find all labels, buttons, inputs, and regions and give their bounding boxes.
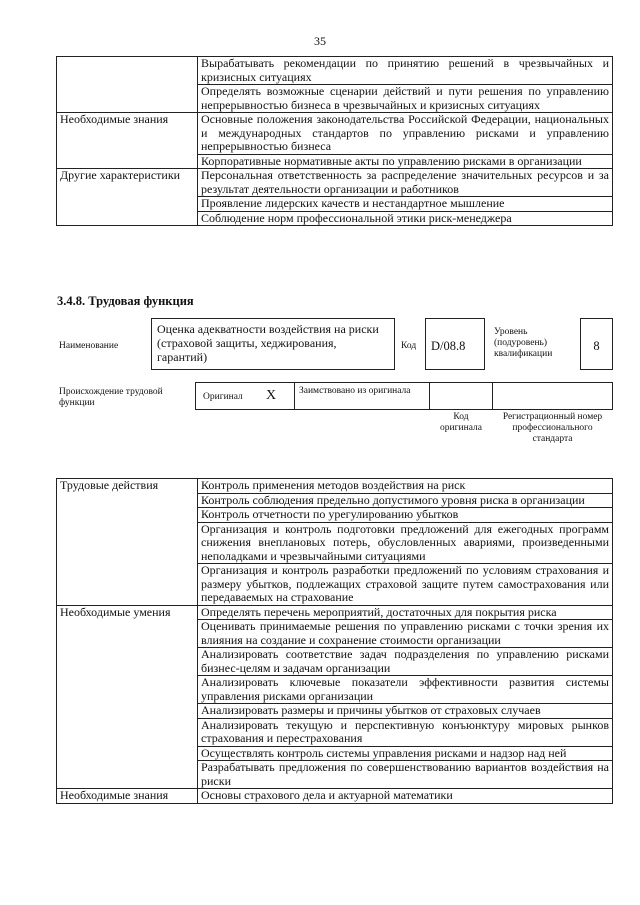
origin-divider [429,382,430,410]
row-text: Контроль отчетности по урегулированию убытков [198,508,613,523]
row-text: Основные положения законодательства Российской Федерации, национальных и международных стандартов по управлению рисками и управлению непрерывностью бизнеса [198,113,613,155]
row-text: Контроль применения методов воздействия на риск [198,479,613,494]
origin-divider [294,382,295,410]
origin-label: Происхождение трудовой функции [59,387,163,408]
table-row [57,479,613,494]
code-label: Код [401,341,417,351]
code-caption: Код оригинала [440,412,482,433]
page-number: 35 [314,34,326,48]
row-label [57,57,198,113]
row-label: Трудовые действия [57,479,198,606]
row-text: Оценивать принимаемые решения по управлению рисками с точки зрения их влияния на создание и сохранение стоимости организации [198,620,613,648]
row-text: Анализировать текущую и перспективную конъюнктуру мировых рынков страхования и перестрахования [198,718,613,746]
main-competency-table [56,478,613,804]
original-mark: X [266,388,277,403]
function-name-box: Оценка адекватности воздействия на риски (страховой защиты, хеджирования, гарантий) [151,318,395,370]
row-text: Анализировать ключевые показатели эффективности развития системы управления рисками организации [198,676,613,704]
table-row [57,57,613,85]
row-text: Соблюдение норм профессиональной этики риск-менеджера [198,211,613,226]
original-label: Оригинал [203,392,243,402]
row-text: Персональная ответственность за распределение значительных ресурсов и за результат деятельности организации и работников [198,169,613,197]
row-text: Корпоративные нормативные акты по управлению рисками в организации [198,154,613,169]
row-text: Определять возможные сценарии действий и пути решения по управлению непрерывностью бизнеса в чрезвычайных и кризисных ситуациях [198,85,613,113]
code-value-box: D/08.8 [425,318,485,370]
row-label: Другие характеристики [57,169,198,226]
table-row [57,789,613,804]
level-label: Уровень (подуровень) квалификации [494,327,553,359]
row-text: Организация и контроль разработки предложений по условиям страхования и размеру убытков, подлежащих страховой защите путем самострахования или передаваемых на страхование [198,564,613,606]
reg-caption: Регистрационный номер профессионального стандарта [502,412,603,444]
row-text: Контроль соблюдения предельно допустимого уровня риска в организации [198,493,613,508]
row-text: Организация и контроль подготовки предложений для ежегодных программ снижения внеплановых потерь, обусловленных авариями, произведенными неполадками и чрезвычайными ситуациями [198,522,613,564]
top-competency-table [56,56,613,226]
table-row [57,113,613,155]
row-text: Осуществлять контроль системы управления рисками и надзор над ней [198,746,613,761]
section-heading: 3.4.8. Трудовая функция [57,294,194,308]
level-value-box: 8 [580,318,613,370]
table-row [57,169,613,197]
table-row [57,605,613,620]
origin-divider [492,382,493,410]
row-label: Необходимые знания [57,113,198,169]
row-text: Вырабатывать рекомендации по принятию решений в чрезвычайных и кризисных ситуациях [198,57,613,85]
name-label: Наименование [59,341,119,351]
row-text: Определять перечень мероприятий, достаточных для покрытия риска [198,605,613,620]
row-text: Анализировать размеры и причины убытков от страховых случаев [198,704,613,719]
row-text: Анализировать соответствие задач подразделения по управлению рисками бизнес-целям и задачам организации [198,648,613,676]
row-label: Необходимые знания [57,789,198,804]
row-text: Проявление лидерских качеств и нестандартное мышление [198,197,613,212]
row-label: Необходимые умения [57,605,198,789]
row-text: Основы страхового дела и актуарной математики [198,789,613,804]
borrowed-label: Заимствовано из оригинала [299,386,411,396]
row-text: Разрабатывать предложения по совершенствованию вариантов воздействия на риски [198,761,613,789]
